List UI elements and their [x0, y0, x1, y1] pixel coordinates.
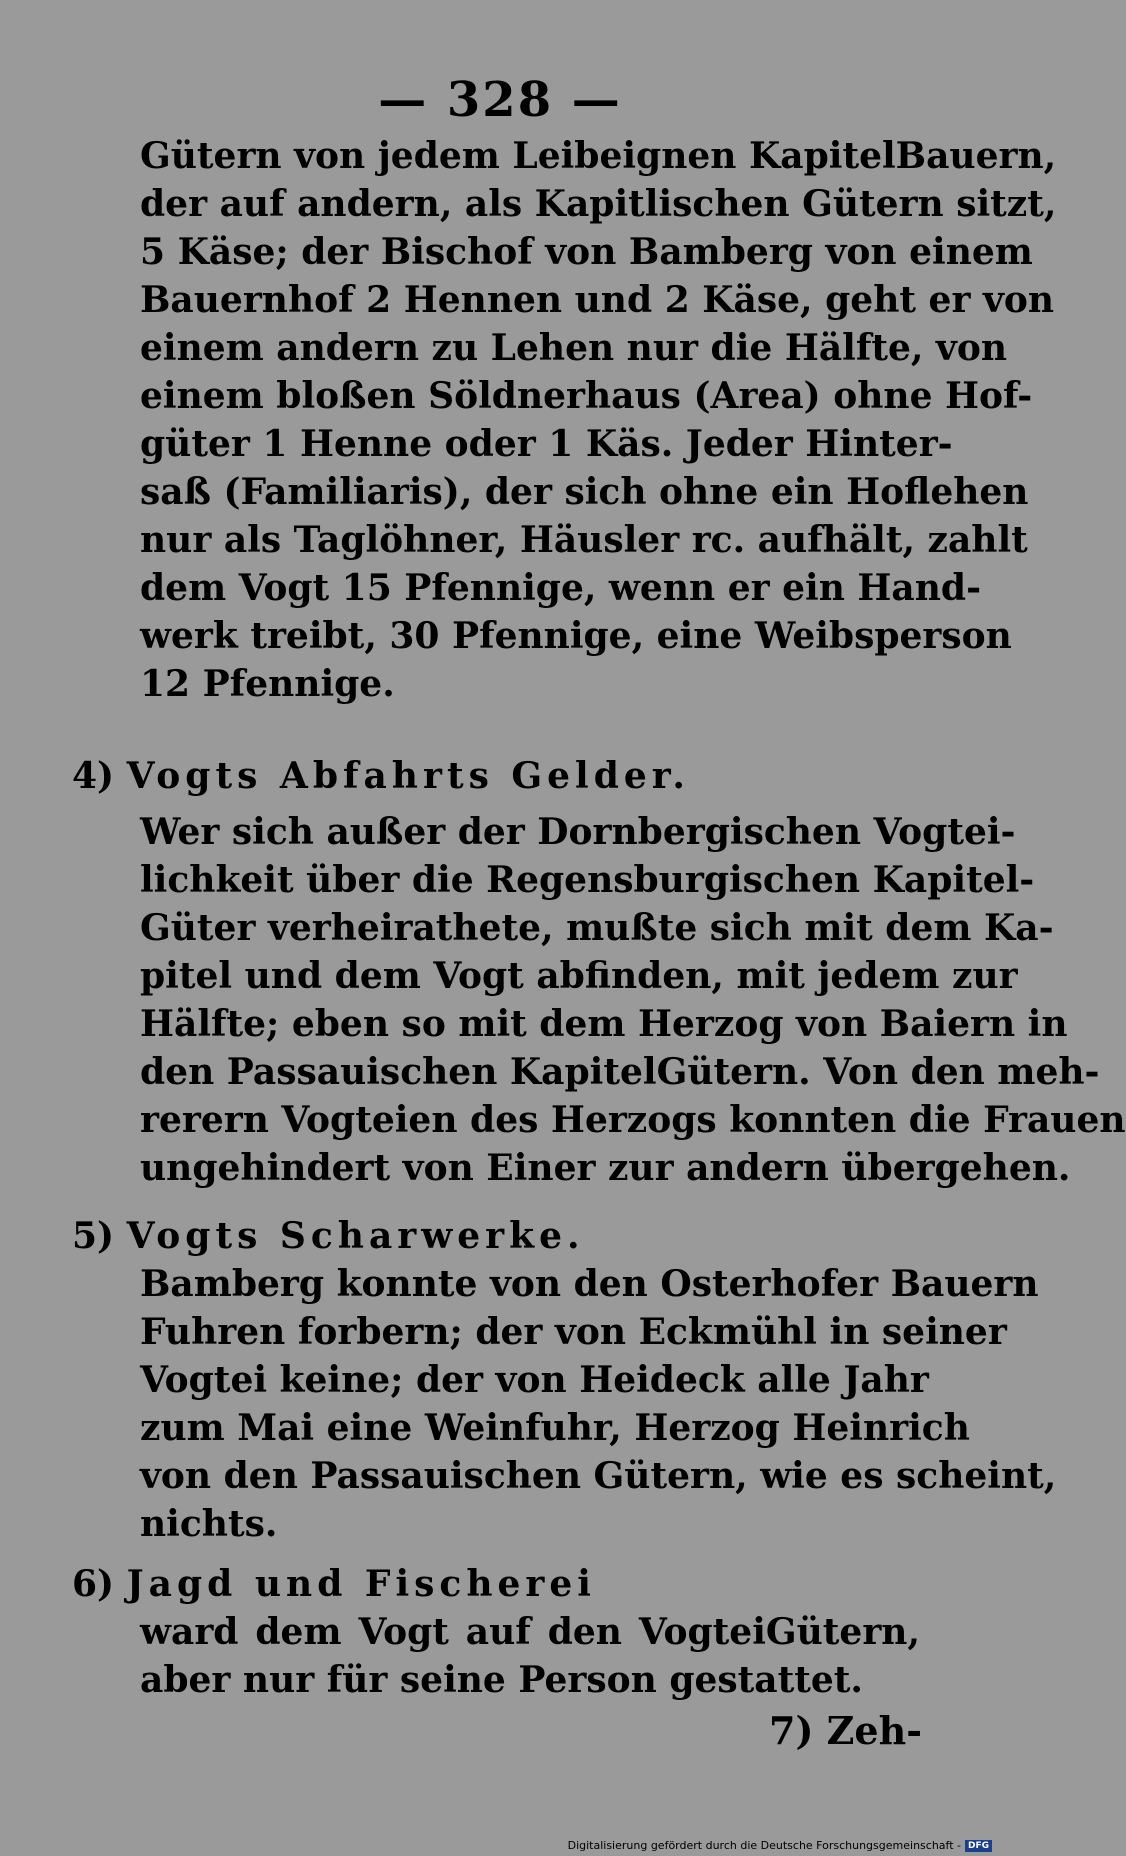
section-heading-4 — [72, 752, 922, 800]
text-line: Hälfte; eben so mit dem Herzog von Baiern in — [140, 1003, 1068, 1045]
text-line: saß (Familiaris), der sich ohne ein Hoflehen — [140, 471, 1029, 513]
text-line: pitel und dem Vogt abfinden, mit jedem zur — [140, 955, 1018, 997]
text-line: nur als Taglöhner, Häusler rc. aufhält, zahlt — [140, 519, 1028, 561]
section-title: Vogts Scharwerke. — [126, 1215, 585, 1257]
text-line: güter 1 Henne oder 1 Käs. Jeder Hinter- — [140, 423, 953, 465]
digitization-footer — [568, 1839, 992, 1852]
text-line: lichkeit über die Regensburgischen Kapitel- — [140, 859, 1035, 901]
text-line: Gütern von jedem Leibeignen KapitelBauern, — [140, 135, 1057, 177]
text-line: von den Passauischen Gütern, wie es scheint, — [140, 1455, 1057, 1497]
text-line: ungehindert von Einer zur andern übergehen. — [140, 1147, 1071, 1189]
page-number: — 328 — — [378, 72, 622, 128]
footer-text: Digitalisierung gefördert durch die Deutsche Forschungsgemeinschaft - — [567, 1839, 961, 1852]
text-line: Güter verheirathete, mußte sich mit dem Ka- — [140, 907, 1054, 949]
text-line: einem bloßen Söldnerhaus (Area) ohne Hof- — [140, 375, 1033, 417]
section-title: Vogts Abfahrts Gelder. — [126, 755, 690, 797]
section-heading-6 — [72, 1560, 922, 1608]
dfg-logo: DFG — [965, 1840, 992, 1852]
text-line: nichts. — [140, 1503, 278, 1545]
text-line: den Passauischen KapitelGütern. Von den meh- — [140, 1051, 1100, 1093]
text-line: der auf andern, als Kapitlischen Gütern sitzt, — [140, 183, 1057, 225]
text-line: aber nur für seine Person gestattet. — [140, 1659, 863, 1701]
text-line: Fuhren forbern; der von Eckmühl in seiner — [140, 1311, 1007, 1353]
text-line: rerern Vogteien des Herzogs konnten die Frauen — [140, 1099, 1126, 1141]
section-heading-5 — [72, 1212, 922, 1260]
text-line: dem Vogt 15 Pfennige, wenn er ein Hand- — [140, 567, 982, 609]
section-number: 6) — [72, 1563, 115, 1605]
catchword: 7) Zeh- — [769, 1708, 922, 1753]
section-number: 4) — [72, 755, 115, 797]
text-line: ward dem Vogt auf den VogteiGütern, — [140, 1611, 920, 1653]
section-number: 5) — [72, 1215, 115, 1257]
text-line: 5 Käse; der Bischof von Bamberg von einem — [140, 231, 1033, 273]
text-line: Bamberg konnte von den Osterhofer Bauern — [140, 1263, 1039, 1305]
text-line: werk treibt, 30 Pfennige, eine Weibsperson — [140, 615, 1012, 657]
text-line: zum Mai eine Weinfuhr, Herzog Heinrich — [140, 1407, 970, 1449]
text-line: 12 Pfennige. — [140, 663, 395, 705]
text-line: einem andern zu Lehen nur die Hälfte, von — [140, 327, 1008, 369]
text-line: Bauernhof 2 Hennen und 2 Käse, geht er von — [140, 279, 1055, 321]
section-title: Jagd und Fischerei — [126, 1563, 596, 1605]
text-line: Wer sich außer der Dornbergischen Vogtei- — [140, 811, 1016, 853]
text-line: Vogtei keine; der von Heideck alle Jahr — [140, 1359, 929, 1401]
